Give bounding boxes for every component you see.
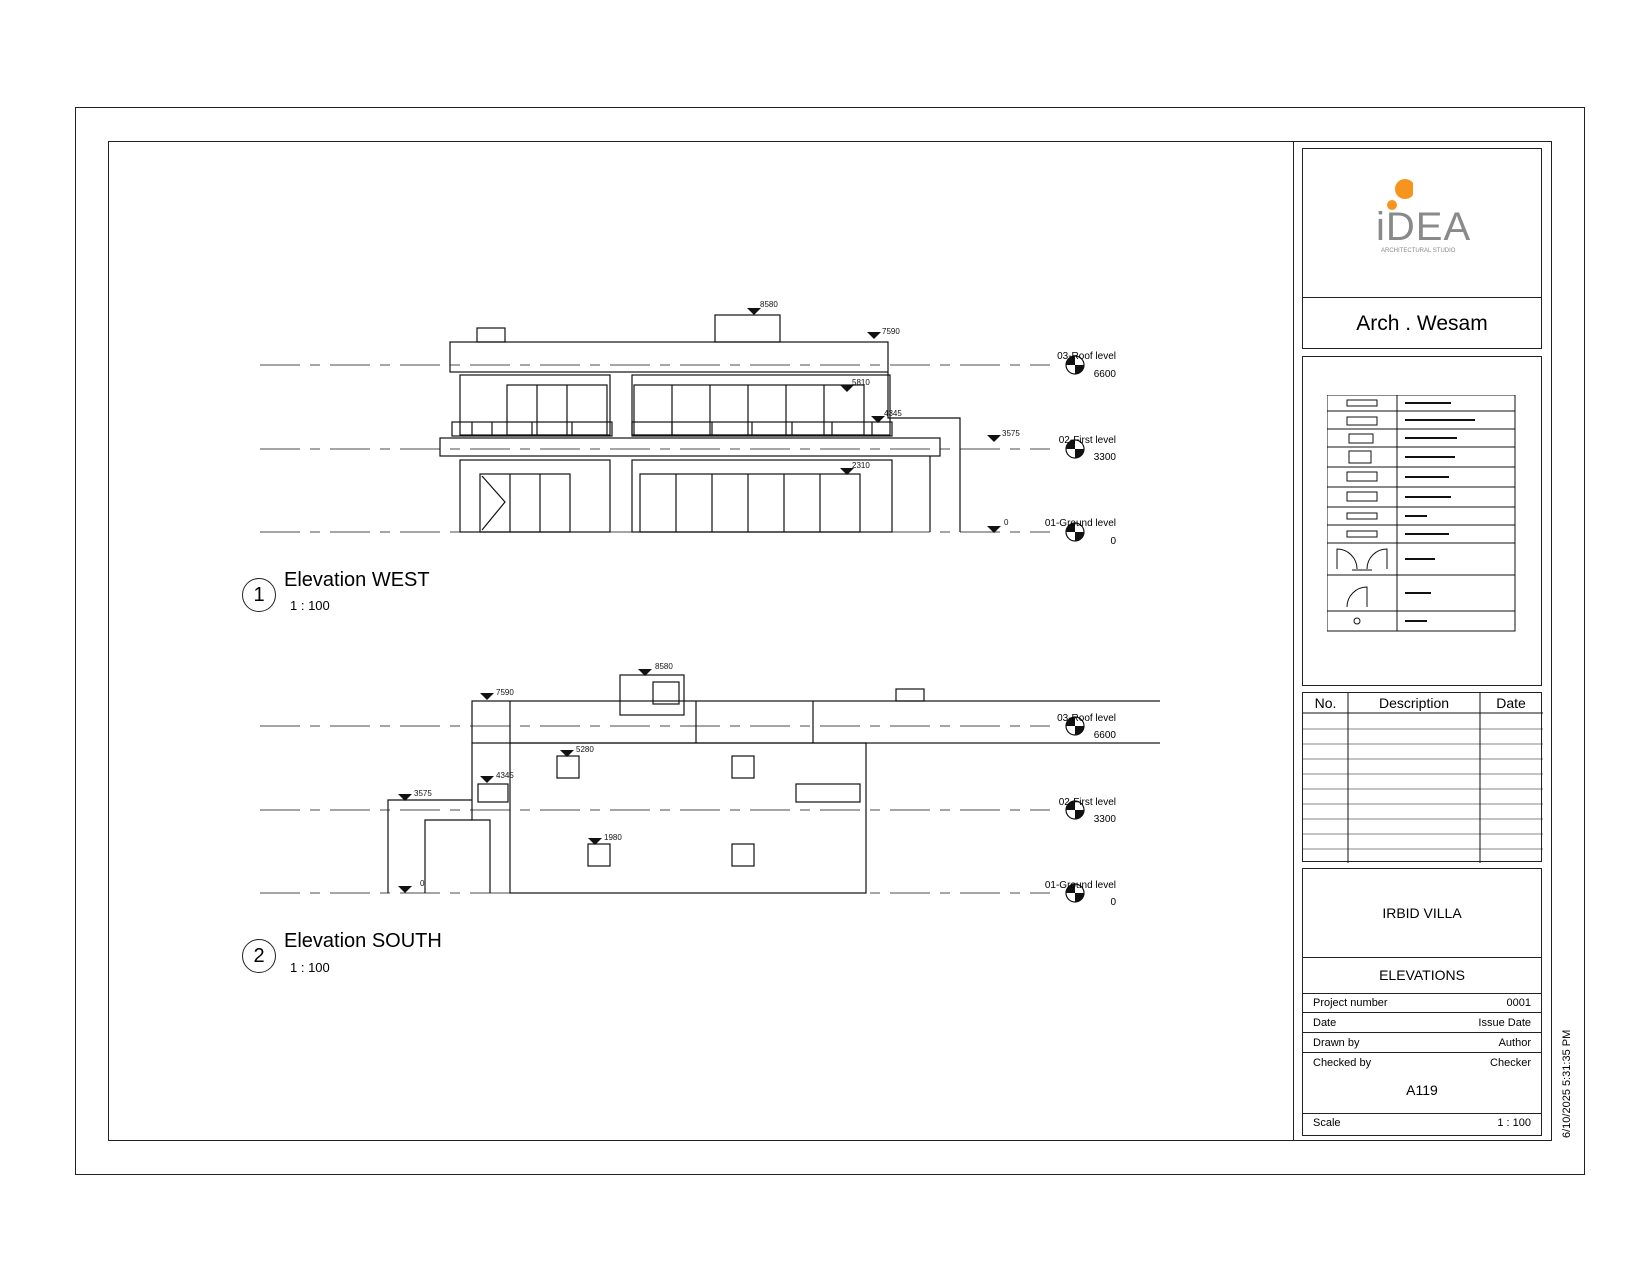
info-rows [1303, 993, 1541, 1073]
south-spot-elev: 0 [420, 879, 425, 888]
revision-grid [1303, 693, 1543, 863]
west-view-title[interactable]: Elevation WEST [284, 569, 430, 591]
legend-panel [1302, 356, 1542, 686]
west-level-value: 0 [1110, 536, 1116, 547]
logo-text: iDEA [1376, 205, 1472, 249]
south-level-value: 0 [1110, 897, 1116, 908]
south-view-title[interactable]: Elevation SOUTH [284, 930, 442, 952]
west-level-name: 01-Ground level [1044, 518, 1116, 529]
legend-table [1327, 395, 1517, 633]
info-row-project-number [1303, 993, 1541, 1013]
info-value: Checker [1490, 1057, 1531, 1069]
west-level-name: 02-First level [1058, 435, 1116, 446]
project-name: IRBID VILLA [1303, 869, 1541, 958]
south-spot-elev: 4345 [496, 771, 514, 780]
south-spot-elev: 1980 [604, 833, 622, 842]
info-value: Author [1498, 1037, 1531, 1049]
west-view-number: 1 [242, 578, 276, 612]
scale-label: Scale [1313, 1117, 1341, 1129]
info-row-date [1303, 1013, 1541, 1033]
architect-name: Arch . Wesam [1302, 297, 1542, 349]
west-spot-elev: 0 [1004, 518, 1009, 527]
info-label: Drawn by [1313, 1037, 1360, 1049]
sheet-number: A119 [1303, 1075, 1541, 1114]
info-row-drawn-by [1303, 1033, 1541, 1053]
south-spot-elev: 3575 [414, 789, 432, 798]
west-level-name: 03-Roof level [1057, 351, 1116, 362]
west-level-value: 3300 [1093, 452, 1116, 463]
rev-header-date: Date [1496, 695, 1526, 711]
logo-box [1302, 148, 1542, 298]
south-view-scale: 1 : 100 [290, 960, 330, 975]
logo-subtext: ARCHITECTURAL STUDIO [1381, 248, 1456, 254]
info-label: Checked by [1313, 1057, 1372, 1069]
south-level-name: 03-Roof level [1057, 713, 1116, 724]
south-view-number: 2 [242, 939, 276, 973]
revision-table [1302, 692, 1542, 862]
west-level-value: 6600 [1093, 369, 1116, 380]
print-timestamp: 6/10/2025 5:31:35 PM [1561, 1029, 1573, 1138]
south-spot-elev: 5280 [576, 745, 594, 754]
project-info-block [1302, 868, 1542, 1136]
rev-header-description: Description [1378, 695, 1450, 711]
west-spot-elev: 7590 [882, 327, 900, 336]
south-level-name: 02-First level [1058, 797, 1116, 808]
west-spot-elev: 8580 [760, 300, 778, 309]
info-value: Issue Date [1478, 1017, 1531, 1029]
west-spot-elev: 2310 [852, 461, 870, 470]
south-level-value: 6600 [1093, 730, 1116, 741]
south-spot-elev: 7590 [496, 688, 514, 697]
title-block-divider [1293, 141, 1294, 1141]
sheet-name: ELEVATIONS [1303, 957, 1541, 994]
south-level-value: 3300 [1093, 814, 1116, 825]
west-spot-elev: 5810 [852, 378, 870, 387]
west-view-scale: 1 : 100 [290, 598, 330, 613]
info-value: 0001 [1506, 997, 1531, 1009]
south-spot-elev: 8580 [655, 662, 673, 671]
rev-header-no: No. [1314, 695, 1337, 711]
info-row-scale [1303, 1113, 1541, 1133]
west-spot-elev: 3575 [1002, 429, 1020, 438]
west-elevation-drawing [260, 290, 1160, 550]
scale-value: 1 : 100 [1497, 1117, 1531, 1129]
info-label: Date [1313, 1017, 1337, 1029]
south-level-name: 01-Ground level [1044, 880, 1116, 891]
west-spot-elev: 4345 [884, 409, 902, 418]
info-row-checked-by [1303, 1053, 1541, 1073]
info-label: Project number [1313, 997, 1388, 1009]
